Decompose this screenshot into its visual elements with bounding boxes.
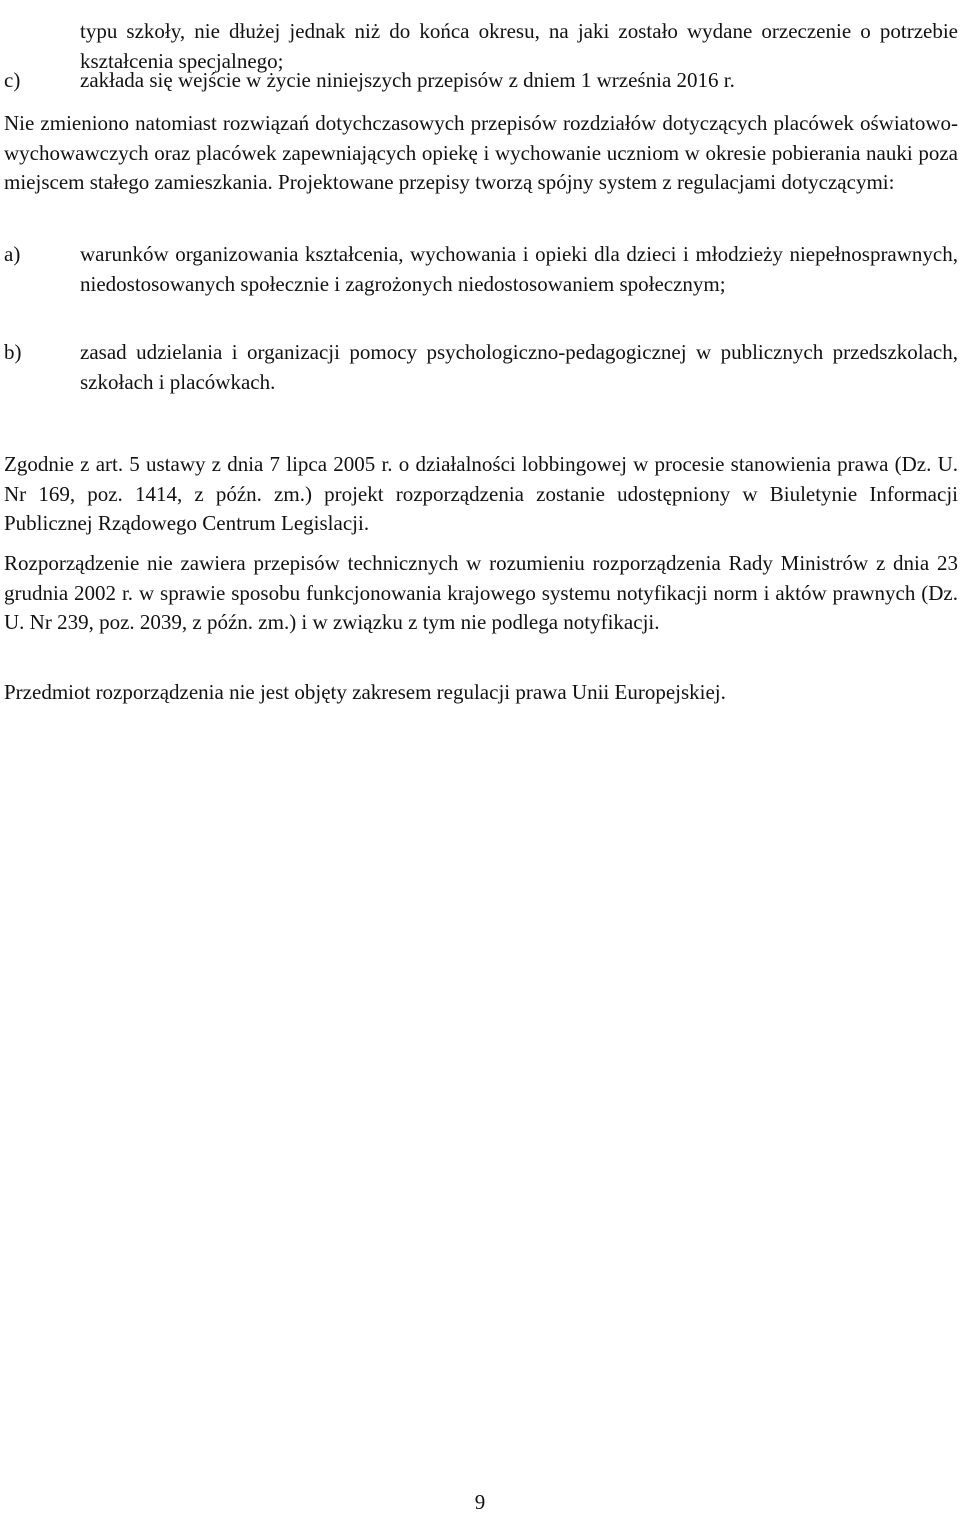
paragraph-2: Zgodnie z art. 5 ustawy z dnia 7 lipca 2005 r. o działalności lobbingowej w procesie stanowienia prawa (Dz. U. Nr 169, poz. 1414, z późn. zm.) projekt rozporządzenia zostanie udostępniony w Biuletynie Informacji Publicznej Rządowego Centrum Legislacji. (4, 452, 958, 535)
list-marker-b: b) (4, 340, 22, 364)
list-marker-c: c) (4, 68, 21, 92)
continuation-text: typu szkoły, nie dłużej jednak niż do końca okresu, na jaki zostało wydane orzeczenie o potrzebie kształcenia specjalnego; (80, 19, 958, 73)
paragraph-3: Rozporządzenie nie zawiera przepisów technicznych w rozumieniu rozporządzenia Rady Ministrów z dnia 23 grudnia 2002 r. w sprawie sposobu funkcjonowania krajowego systemu notyfikacji norm i aktów prawnych (Dz. U. Nr 239, poz. 2039, z późn. zm.) i w związku z tym nie podlega notyfikacji. (4, 551, 958, 634)
list-item-a-text: warunków organizowania kształcenia, wychowania i opieki dla dzieci i młodzieży niepełnosprawnych, niedostosowanych społecznie i zagrożonych niedostosowaniem społecznym; (80, 242, 958, 296)
paragraph-1: Nie zmieniono natomiast rozwiązań dotychczasowych przepisów rozdziałów dotyczących placówek oświatowo-wychowawczych oraz placówek zapewniających opiekę i wychowanie uczniom w okresie pobierania nauki poza miejscem stałego zamieszkania. Projektowane przepisy tworzą spójny system z regulacjami dotyczącymi: (4, 111, 958, 194)
page-number: 9 (474, 1490, 486, 1514)
list-marker-a: a) (4, 242, 21, 266)
list-item-c-text: zakłada się wejście w życie niniejszych przepisów z dniem 1 września 2016 r. (80, 68, 735, 92)
paragraph-4: Przedmiot rozporządzenia nie jest objęty zakresem regulacji prawa Unii Europejskiej. (4, 680, 726, 704)
list-item-b-text: zasad udzielania i organizacji pomocy psychologiczno-pedagogicznej w publicznych przedszkolach, szkołach i placówkach. (80, 340, 958, 394)
